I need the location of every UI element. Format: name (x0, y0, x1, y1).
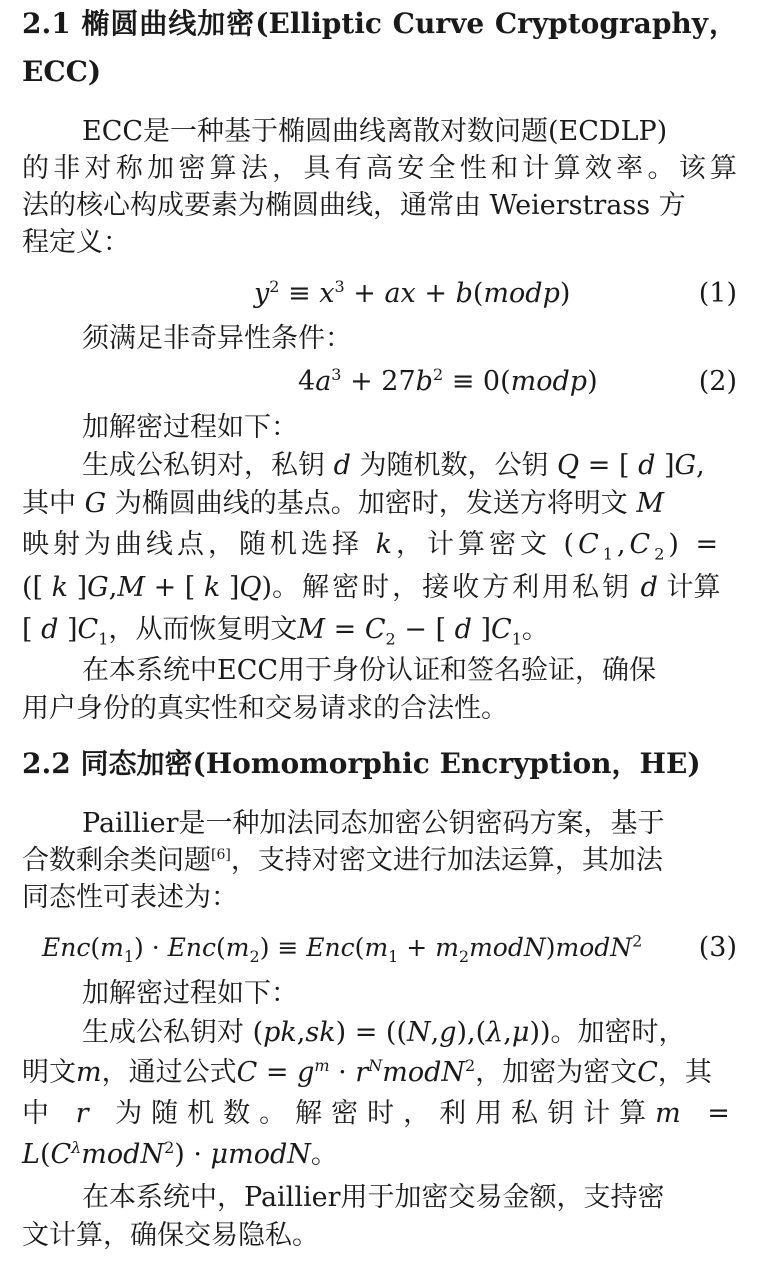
paragraph-line: 合数剩余类问题[6]，支持对密文进行加法运算，其加法 (22, 845, 663, 876)
paragraph-line: Paillier是一种加法同态加密公钥密码方案，基于 (82, 808, 665, 839)
paragraph-line: 同态性可表述为： (22, 882, 238, 913)
paragraph-line: 中 r 为随机数。解密时，利用私钥计算m = (22, 1098, 739, 1129)
paragraph-line: 在本系统中ECC用于身份认证和签名验证，确保 (82, 655, 657, 686)
paragraph-line: $L(C^\lambda modN^2)$ · μmodN。 (22, 1138, 338, 1170)
section-2-1-title-cont: ECC) (22, 55, 102, 88)
paragraph-line: 映射为曲线点，随机选择 k，计算密文 $(C_1,C_2)$ = (22, 529, 723, 564)
paragraph-line: 文计算，确保交易隐私。 (22, 1220, 319, 1251)
paragraph-line: 程定义： (22, 227, 130, 258)
paragraph-line: 生成公私钥对，私钥 d 为随机数，公钥 Q = [ d ]G, (82, 450, 705, 481)
paragraph-line: ([ k ]G,M + [ k ]Q)。解密时，接收方利用私钥 d 计算 (22, 572, 721, 603)
paragraph-line: ECC是一种基于椭圆曲线离散对数问题(ECDLP) (82, 116, 668, 147)
equation-3: $Enc(m_1) \cdot Enc(m_2) \equiv Enc(m_1$ + $m_2modN)modN^2$ (3) (22, 928, 737, 968)
equation-number: (3) (698, 932, 737, 963)
paragraph-line: 其中 G 为椭圆曲线的基点。加密时，发送方将明文 M (22, 488, 664, 519)
paragraph-line: 法的核心构成要素为椭圆曲线，通常由 Weierstrass 方 (22, 190, 686, 221)
section-2-1-title: 2.1 椭圆曲线加密(Elliptic Curve Cryptography， (22, 7, 737, 40)
paragraph-line: 的非对称加密算法，具有高安全性和计算效率。该算 (22, 153, 737, 184)
equation-number: (2) (698, 366, 737, 397)
paragraph-line: 明文m，通过公式$C = g^m$ · $r^NmodN^2$，加密为密文C，其 (22, 1056, 712, 1088)
equation-2: $4a^3 + 27b^2$ ≡ 0(modp) (2) (22, 362, 737, 402)
paragraph-line: 须满足非奇异性条件： (82, 323, 352, 354)
equation-1: $y^2 \equiv x^3$ + ax + b(modp) (1) (22, 274, 737, 314)
equation-number: (1) (698, 278, 737, 309)
paragraph-line: 用户身份的真实性和交易请求的合法性。 (22, 693, 508, 724)
paragraph-line: 加解密过程如下： (82, 412, 298, 443)
paragraph-line: [ d ]$C_1$，从而恢复明文$M = C_2$ − [ d ]$C_1$。 (22, 614, 549, 649)
paragraph-line: 在本系统中，Paillier用于加密交易金额，支持密 (82, 1182, 665, 1213)
citation-ref[interactable]: [6] (211, 847, 231, 863)
section-2-2-title: 2.2 同态加密(Homomorphic Encryption，HE) (22, 747, 701, 780)
paragraph-line: 加解密过程如下： (82, 978, 298, 1009)
paragraph-line: 生成公私钥对 (pk,sk) = ((N,g),(λ,μ))。加密时， (82, 1017, 686, 1048)
